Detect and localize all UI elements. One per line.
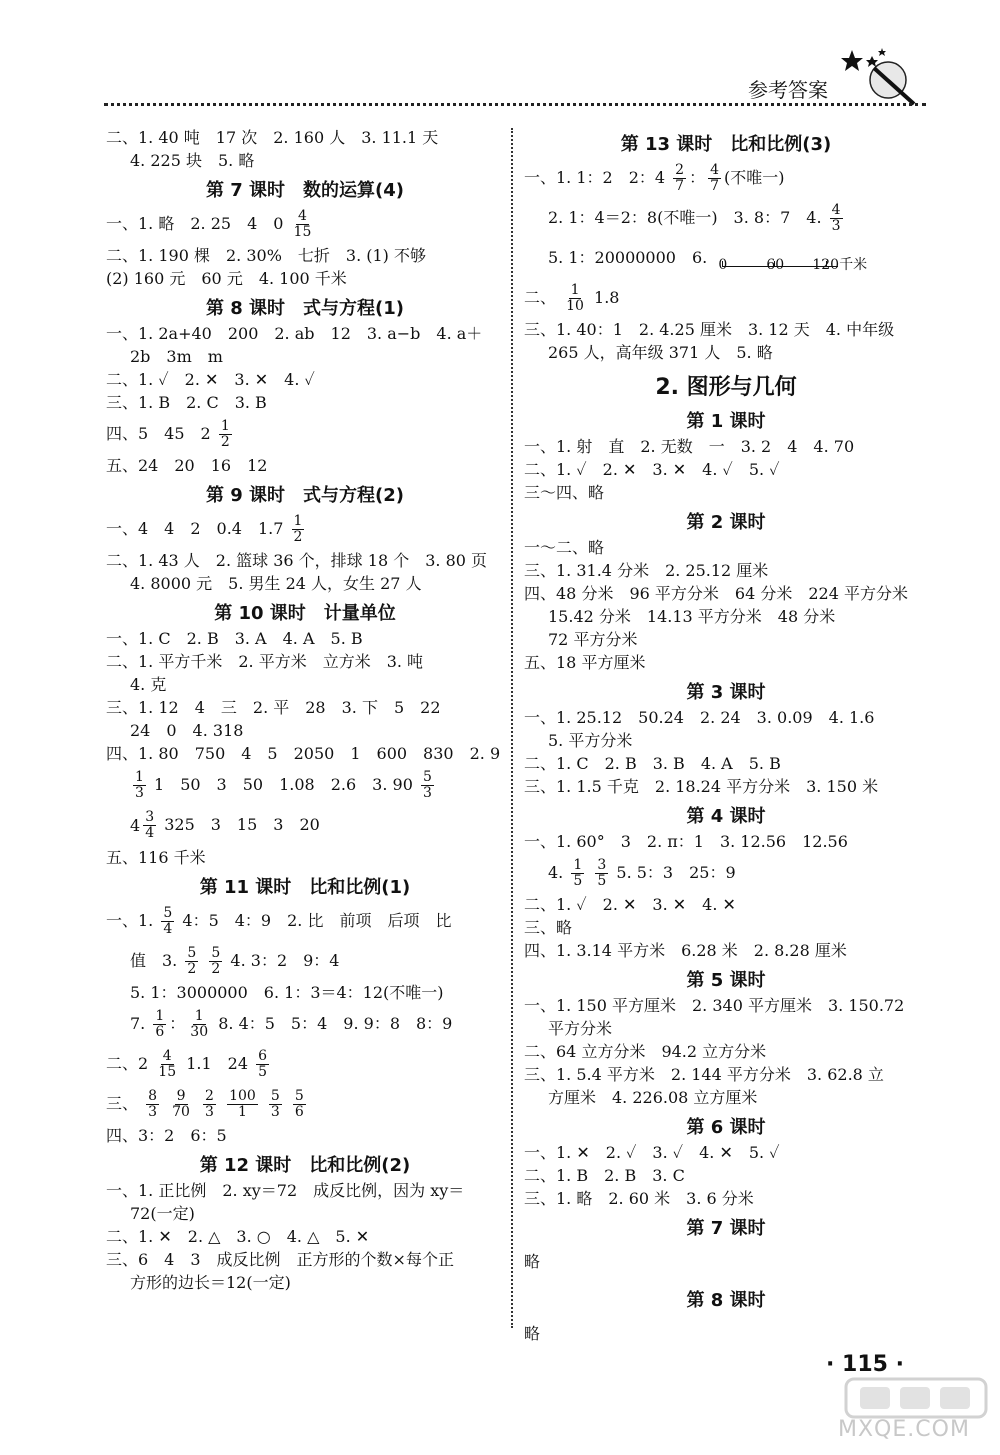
answer-line: 5. 平方分米	[548, 731, 633, 750]
answer-line: 三、 $\frac{8}{3}$ $\frac{9}{70}$ $\frac{2}{3}$ $\frac{100}{1}$ $\frac{5}{3}$ $\frac{5}{6}$	[106, 1087, 304, 1120]
fraction: $\frac{5}{3}$	[422, 769, 432, 801]
answer-line: 二、1. 平方千米 2. 平方米 立方米 3. 吨	[106, 652, 424, 671]
fraction: $\frac{4}{7}$	[710, 162, 720, 194]
answer-line: 72(一定)	[130, 1203, 195, 1223]
answer-line: 四、48 分米 96 平方分米 64 分米 224 平方分米	[524, 584, 908, 603]
left-column	[106, 126, 504, 1294]
section-heading: 第 3 课时	[686, 682, 766, 703]
answer-line: 2. 1：4＝2：8(不唯一) 3. 8：7 4. $\frac{4}{3}$	[548, 202, 841, 234]
fraction: $\frac{9}{70}$	[172, 1087, 190, 1120]
fraction: $\frac{4}{15}$	[158, 1047, 177, 1080]
answer-line: 五、116 千米	[106, 847, 206, 867]
answer-line: 二、1. 43 人 2. 篮球 36 个，排球 18 个 3. 80 页	[106, 551, 488, 570]
section-heading: 第 13 课时 比和比例(3)	[620, 134, 832, 155]
section-heading: 第 12 课时 比和比例(2)	[199, 1154, 411, 1176]
answer-line: 五、24 20 16 12	[106, 456, 268, 475]
answer-line: 二、1. ✓ 2. ✕ 3. ✕ 4. ✓ 5. ✓	[524, 460, 780, 479]
answer-line: 24 0 4. 318	[130, 721, 244, 740]
answer-line: $\frac{1}{3}$ 1 50 3 50 1.08 2.6 3. 90 $\frac{5}{3}$	[135, 769, 432, 801]
answer-line: 一、1. 150 平方厘米 2. 340 平方厘米 3. 150.72	[524, 996, 905, 1015]
answer-line: 二、1. ✓ 2. ✕ 3. ✕ 4. ✕	[524, 895, 736, 914]
fraction: $\frac{4}{15}$	[293, 208, 312, 240]
answer-line: 二、1. B 2. B 3. C	[524, 1166, 685, 1185]
answer-line: 略	[524, 1252, 541, 1271]
answer-line: 二、1. 40 吨 17 次 2. 160 人 3. 11.1 天	[106, 128, 439, 147]
answer-line: 2b 3m m	[130, 347, 223, 366]
section-heading: 第 9 课时 式与方程(2)	[205, 485, 405, 506]
fraction: $\frac{1}{10}$	[566, 282, 584, 314]
answer-line: 三、1. 12 4 三 2. 平 28 3. 下 5 22	[106, 698, 441, 717]
fraction: $\frac{3}{5}$	[597, 857, 607, 889]
answer-line: 二、 $\frac{1}{10}$ 1.8	[524, 282, 620, 314]
watermark-text: MXQE.COM	[838, 1417, 970, 1442]
section-heading: 第 7 课时	[686, 1218, 766, 1239]
answer-line: 二、64 立方分米 94.2 立方分米	[524, 1042, 767, 1061]
section-heading: 第 7 课时 数的运算(4)	[205, 180, 405, 201]
answer-line: 72 平方分米	[548, 630, 638, 649]
section-heading: 第 8 课时 式与方程(1)	[205, 298, 405, 319]
right-column	[524, 126, 928, 1354]
page-number: · 115 ·	[826, 1352, 904, 1377]
answer-line: 三、1. 略 2. 60 米 3. 6 分米	[524, 1189, 754, 1208]
section-heading: 第 4 课时	[686, 806, 766, 827]
answer-line: 二、2 $\frac{4}{15}$ 1.1 24 $\frac{6}{5}$	[106, 1047, 268, 1080]
answer-line: 一、1. 略 2. 25 4 0 $\frac{4}{15}$	[106, 208, 312, 240]
answer-line: 265 人，高年级 371 人 5. 略	[548, 343, 773, 362]
answer-line: 一、1. 正比例 2. xy＝72 成反比例，因为 xy＝	[106, 1180, 465, 1200]
chapter-heading: 2. 图形与几何	[655, 375, 797, 400]
answer-line: 三、略	[524, 918, 573, 937]
fraction: $\frac{1}{5}$	[573, 857, 583, 889]
fraction: $\frac{5}{2}$	[211, 944, 221, 977]
answer-line: 5. 1：20000000 6. 0 60 120千米	[524, 238, 928, 278]
answer-line: (2) 160 元 60 元 4. 100 千米	[106, 269, 347, 288]
fraction: $\frac{1}{6}$	[155, 1007, 165, 1040]
answer-line: 方形的边长＝12(一定)	[130, 1272, 291, 1292]
answer-line: 三～四、略	[524, 483, 605, 502]
star-wand-logo-icon	[838, 46, 918, 108]
column-divider	[511, 128, 513, 1328]
fraction: $\frac{5}{6}$	[294, 1087, 304, 1120]
fraction: $\frac{8}{3}$	[148, 1087, 158, 1120]
fraction: $\frac{1}{3}$	[135, 769, 144, 801]
fraction: $\frac{2}{7}$	[675, 162, 685, 194]
section-heading: 第 1 课时	[686, 411, 766, 432]
answer-line: 15.42 分米 14.13 平方分米 48 分米	[548, 607, 836, 626]
answer-line: 一、1. 1：2 2：4 $\frac{2}{7}$ ： $\frac{4}{7}$ (不唯一)	[524, 162, 785, 194]
answer-line: 四、5 45 2 $\frac{1}{2}$	[106, 418, 230, 450]
fraction: $\frac{100}{1}$	[229, 1087, 256, 1120]
answer-line: 一、1. 2a+40 200 2. ab 12 3. a−b 4. a＋	[106, 324, 483, 343]
answer-line: 三、1. B 2. C 3. B	[106, 393, 267, 412]
section-heading: 第 2 课时	[686, 512, 766, 533]
answer-line: 三、1. 31.4 分米 2. 25.12 厘米	[524, 561, 769, 580]
fraction: $\frac{4}{3}$	[831, 202, 841, 234]
answer-line: 4. $\frac{1}{5}$ $\frac{3}{5}$ 5. 5：3 25：9	[548, 857, 736, 889]
answer-line: 一、1. 25.12 50.24 2. 24 3. 0.09 4. 1.6	[524, 708, 875, 727]
answer-line: 一、1. C 2. B 3. A 4. A 5. B	[106, 629, 363, 648]
answer-line: 二、1. 190 棵 2. 30% 七折 3. (1) 不够	[106, 246, 426, 265]
answer-line: 二、1. ✓ 2. ✕ 3. ✕ 4. ✓	[106, 370, 315, 389]
answer-line: 一、1. 射 直 2. 无数 一 3. 2 4 4. 70	[524, 437, 855, 456]
answer-line: 四、1. 3.14 平方米 6.28 米 2. 8.28 厘米	[524, 941, 847, 960]
fraction: $\frac{1}{2}$	[293, 513, 303, 545]
answer-line: 4. 8000 元 5. 男生 24 人，女生 27 人	[130, 574, 422, 593]
header-title: 参考答案	[748, 78, 828, 102]
fraction: $\frac{5}{2}$	[187, 944, 197, 977]
scale-label: 0	[718, 256, 728, 273]
answer-line: 4. 225 块 5. 略	[130, 151, 255, 170]
answer-line: 三、1. 1.5 千克 2. 18.24 平方分米 3. 150 米	[524, 777, 879, 796]
section-heading: 第 6 课时	[686, 1117, 766, 1138]
answer-line: 三、6 4 3 成反比例 正方形的个数×每个正	[106, 1249, 454, 1269]
fraction: $\frac{3}{4}$	[145, 809, 155, 841]
fraction: $\frac{2}{3}$	[205, 1087, 214, 1120]
answer-line: 方厘米 4. 226.08 立方厘米	[548, 1088, 758, 1107]
answer-line: 4 $\frac{3}{4}$ 325 3 15 3 20	[130, 809, 320, 841]
answer-line: 5. 1：3000000 6. 1：3＝4：12(不唯一)	[130, 982, 444, 1002]
answer-line: 三、1. 40：1 2. 4.25 厘米 3. 12 天 4. 中年级	[524, 320, 895, 339]
answer-line: 三、1. 5.4 平方米 2. 144 平方分米 3. 62.8 立	[524, 1065, 884, 1084]
section-heading: 第 10 课时 计量单位	[214, 603, 396, 624]
answer-line: 五、18 平方厘米	[524, 653, 646, 672]
answer-line: 一～二、略	[524, 538, 605, 557]
answer-line: 一、4 4 2 0.4 1.7 $\frac{1}{2}$	[106, 513, 303, 545]
answer-line: 四、3：2 6：5	[106, 1125, 227, 1145]
answer-line: 四、1. 80 750 4 5 2050 1 600 830 2. 9	[106, 744, 501, 763]
fraction: $\frac{5}{3}$	[270, 1087, 280, 1120]
answer-line: 一、1. $\frac{5}{4}$ 4：5 4：9 2. 比 前项 后项 比	[106, 904, 452, 937]
answer-line: 二、1. C 2. B 3. B 4. A 5. B	[524, 754, 781, 773]
answer-line: 二、1. ✕ 2. △ 3. ○ 4. △ 5. ✕	[106, 1226, 370, 1246]
section-heading: 第 8 课时	[686, 1290, 766, 1311]
header-divider	[104, 103, 926, 106]
scale-bar	[718, 247, 868, 273]
answer-line: 值 3. $\frac{5}{2}$ $\frac{5}{2}$ 4. 3：2 9：4	[130, 944, 340, 977]
fraction: $\frac{6}{5}$	[258, 1047, 268, 1080]
answer-line: 平方分米	[548, 1019, 613, 1038]
section-heading: 第 5 课时	[686, 970, 766, 991]
scale-label: 60	[766, 256, 785, 273]
fraction: $\frac{1}{2}$	[220, 418, 230, 450]
section-heading: 第 11 课时 比和比例(1)	[199, 876, 411, 898]
fraction: $\frac{1}{30}$	[190, 1007, 209, 1040]
answer-line: 一、1. ✕ 2. ✓ 3. ✓ 4. ✕ 5. ✓	[524, 1143, 780, 1162]
scale-label: 120千米	[812, 256, 868, 273]
answer-line: 4. 克	[130, 675, 167, 694]
answer-line: 7. $\frac{1}{6}$ ： $\frac{1}{30}$ 8. 4：5 5：4 9. 9：8 8：9	[130, 1007, 453, 1040]
fraction: $\frac{5}{4}$	[163, 904, 173, 937]
answer-line: 略	[524, 1324, 541, 1343]
answer-line: 一、1. 60° 3 2. π：1 3. 12.56 12.56	[524, 832, 848, 851]
